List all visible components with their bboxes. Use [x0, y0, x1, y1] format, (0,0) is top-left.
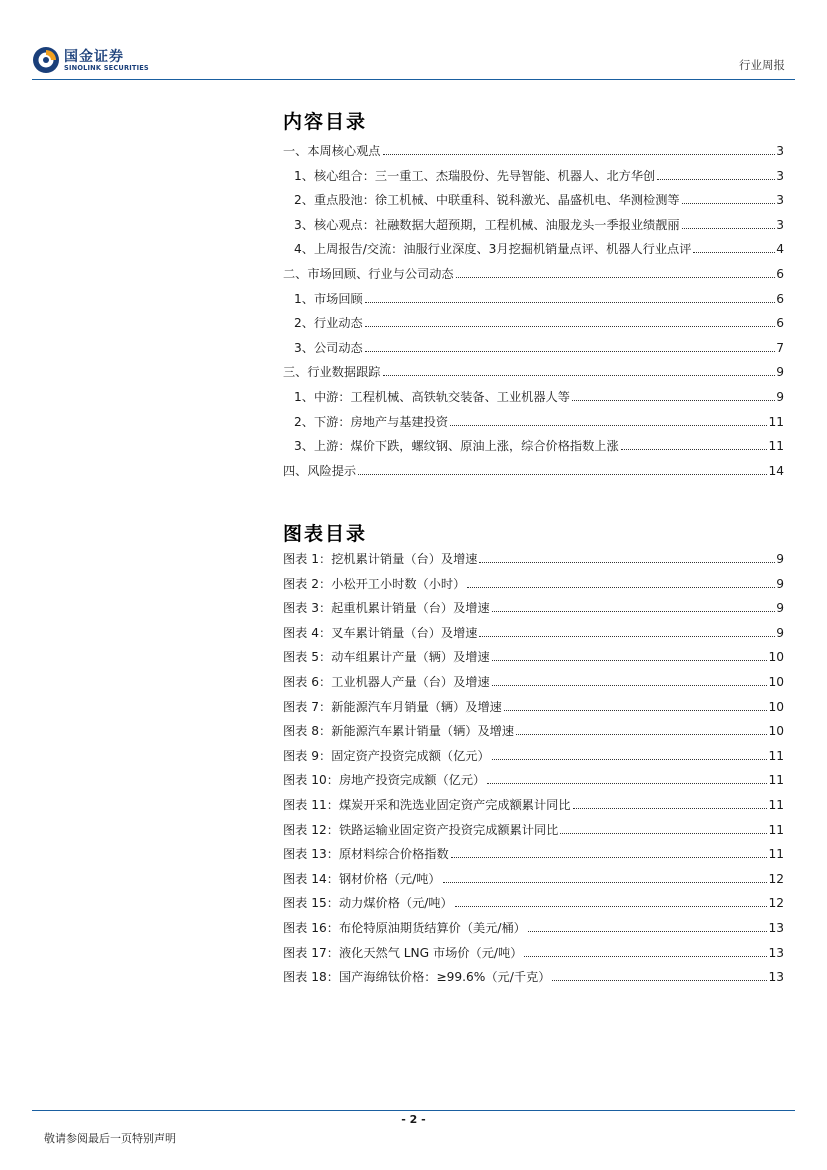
figure-entry-page: 13: [768, 970, 784, 985]
toc-entry-label: 3、上游：煤价下跌，螺纹钢、原油上涨，综合价格指数上涨: [294, 439, 619, 454]
dot-leader: [450, 425, 767, 426]
figure-entry[interactable]: [283, 698, 784, 723]
figure-entry[interactable]: [283, 648, 784, 673]
dot-leader: [492, 685, 768, 686]
dot-leader: [516, 734, 767, 735]
figure-entry-page: 9: [776, 625, 784, 640]
figure-entry-page: 13: [768, 920, 784, 935]
dot-leader: [682, 203, 776, 204]
figure-entry-page: 10: [768, 674, 784, 689]
toc-entry-label: 2、下游：房地产与基建投资: [294, 414, 449, 429]
figure-entry[interactable]: [283, 968, 784, 993]
toc-entry-page: 9: [776, 389, 784, 404]
figure-entry-label: 图表 18：国产海绵钛价格：≥99.6%（元/千克）: [283, 970, 551, 985]
figure-entry-page: 11: [768, 773, 784, 788]
figures-title: 图表目录: [283, 523, 368, 545]
toc-entry[interactable]: [283, 265, 784, 290]
figure-entry[interactable]: [283, 624, 784, 649]
figure-entry[interactable]: [283, 599, 784, 624]
dot-leader: [492, 660, 768, 661]
toc-entry-label: 四、风险提示: [283, 463, 357, 478]
figure-entry-page: 9: [776, 552, 784, 566]
toc-entry[interactable]: [283, 363, 784, 388]
figure-entry-page: 9: [776, 601, 784, 616]
figure-entry-label: 图表 1：挖机累计销量（台）及增速: [283, 552, 478, 566]
toc-entry-page: 14: [768, 463, 784, 478]
toc-entry[interactable]: [283, 462, 784, 487]
toc-entry-page: 6: [776, 316, 784, 331]
figure-entry[interactable]: [283, 796, 784, 821]
dot-leader: [572, 400, 775, 401]
dot-leader: [479, 562, 775, 563]
figure-entry-page: 10: [768, 650, 784, 665]
dot-leader: [383, 154, 776, 155]
figure-entry-page: 11: [768, 797, 784, 812]
figure-entry[interactable]: [283, 550, 784, 575]
page-header: [0, 0, 827, 82]
figure-entry-label: 图表 2：小松开工小时数（小时）: [283, 576, 466, 591]
figure-entry-label: 图表 7：新能源汽车月销量（辆）及增速: [283, 699, 502, 714]
figure-entry[interactable]: [283, 845, 784, 870]
dot-leader: [560, 833, 767, 834]
toc-entry-page: 7: [776, 340, 784, 355]
dot-leader: [504, 710, 768, 711]
toc-entry-page: 9: [776, 365, 784, 380]
figure-entry-label: 图表 6：工业机器人产量（台）及增速: [283, 674, 490, 689]
toc-entry-page: 11: [768, 414, 784, 429]
toc-entry[interactable]: [283, 216, 784, 241]
dot-leader: [383, 375, 776, 376]
figure-entry[interactable]: [283, 894, 784, 919]
figure-entry-page: 12: [768, 896, 784, 911]
figure-entry[interactable]: [283, 821, 784, 846]
toc-entry[interactable]: [283, 437, 784, 462]
figure-entry-page: 12: [768, 871, 784, 886]
toc-entry[interactable]: [283, 339, 784, 364]
toc-entry-page: 6: [776, 266, 784, 281]
dot-leader: [487, 783, 767, 784]
toc-entry-page: 3: [776, 144, 784, 158]
dot-leader: [573, 808, 768, 809]
toc-entry-label: 三、行业数据跟踪: [283, 365, 381, 380]
figure-entry-page: 10: [768, 699, 784, 714]
figure-entry[interactable]: [283, 747, 784, 772]
toc-entry-label: 3、公司动态: [294, 340, 363, 355]
dot-leader: [358, 474, 767, 475]
dot-leader: [552, 980, 767, 981]
toc-entry[interactable]: [283, 240, 784, 265]
dot-leader: [492, 611, 776, 612]
dot-leader: [657, 179, 775, 180]
figure-entry[interactable]: [283, 771, 784, 796]
toc-entry-page: 6: [776, 291, 784, 306]
toc-entry[interactable]: [283, 142, 784, 167]
figure-entry-page: 9: [776, 576, 784, 591]
toc-entry-page: 3: [776, 168, 784, 183]
dot-leader: [621, 449, 768, 450]
figure-entry[interactable]: [283, 919, 784, 944]
toc-entry[interactable]: [283, 413, 784, 438]
toc-entry-label: 二、市场回顾、行业与公司动态: [283, 266, 454, 281]
figure-entry[interactable]: [283, 722, 784, 747]
figures-list: [283, 550, 784, 993]
toc-entry-page: 11: [768, 439, 784, 454]
figure-entry-label: 图表 3：起重机累计销量（台）及增速: [283, 601, 490, 616]
figure-entry-label: 图表 16：布伦特原油期货结算价（美元/桶）: [283, 920, 526, 935]
figure-entry-label: 图表 17：液化天然气 LNG 市场价（元/吨）: [283, 945, 523, 960]
contents-list: [283, 142, 784, 486]
toc-entry-label: 3、核心观点：社融数据大超预期，工程机械、油服龙头一季报业绩靓丽: [294, 217, 680, 232]
dot-leader: [365, 326, 776, 327]
toc-entry-label: 1、市场回顾: [294, 291, 363, 306]
toc-entry-label: 2、行业动态: [294, 316, 363, 331]
figure-entry-page: 11: [768, 847, 784, 862]
dot-leader: [443, 882, 768, 883]
toc-entry-label: 1、核心组合：三一重工、杰瑞股份、先导智能、机器人、北方华创: [294, 168, 656, 183]
dot-leader: [479, 636, 775, 637]
figure-entry[interactable]: [283, 575, 784, 600]
figure-entry-page: 10: [768, 724, 784, 739]
figure-entry-label: 图表 10：房地产投资完成额（亿元）: [283, 773, 486, 788]
dot-leader: [365, 351, 776, 352]
footer-rule: [32, 1110, 795, 1111]
page-number: - 2 -: [401, 1113, 426, 1126]
toc-entry[interactable]: [283, 314, 784, 339]
dot-leader: [492, 759, 768, 760]
figure-entry-page: 11: [768, 822, 784, 837]
contents-title: 内容目录: [283, 111, 368, 133]
figure-entry[interactable]: [283, 870, 784, 895]
toc-entry-label: 1、中游：工程机械、高铁轨交装备、工业机器人等: [294, 389, 570, 404]
dot-leader: [365, 302, 776, 303]
figure-entry-label: 图表 11：煤炭开采和洗选业固定资产完成额累计同比: [283, 797, 571, 812]
figure-entry[interactable]: [283, 673, 784, 698]
figure-entry-label: 图表 12：铁路运输业固定资产投资完成额累计同比: [283, 822, 559, 837]
figure-entry-label: 图表 8：新能源汽车累计销量（辆）及增速: [283, 724, 515, 739]
toc-entry-label: 2、重点股池：徐工机械、中联重科、锐科激光、晶盛机电、华测检测等: [294, 193, 680, 208]
header-rule: [32, 79, 795, 80]
dot-leader: [451, 857, 768, 858]
dot-leader: [467, 587, 775, 588]
footer-disclaimer: 敬请参阅最后一页特别声明: [44, 1132, 176, 1145]
toc-entry-label: 一、本周核心观点: [283, 144, 381, 158]
figure-entry-label: 图表 9：固定资产投资完成额（亿元）: [283, 748, 490, 763]
dot-leader: [456, 277, 776, 278]
company-logo: [32, 44, 182, 80]
figure-entry[interactable]: [283, 944, 784, 969]
toc-entry[interactable]: [283, 290, 784, 315]
logo-mark-icon: [32, 46, 60, 74]
dot-leader: [693, 252, 775, 253]
figure-entry-label: 图表 4：叉车累计销量（台）及增速: [283, 625, 478, 640]
dot-leader: [524, 956, 767, 957]
toc-entry[interactable]: [283, 191, 784, 216]
figure-entry-label: 图表 15：动力煤价格（元/吨）: [283, 896, 453, 911]
figure-entry-page: 11: [768, 748, 784, 763]
report-type-label: 行业周报: [739, 58, 785, 72]
figure-entry-label: 图表 13：原材料综合价格指数: [283, 847, 449, 862]
toc-entry[interactable]: [283, 388, 784, 413]
toc-entry-label: 4、上周报告/交流：油服行业深度、3月挖掘机销量点评、机器人行业点评: [294, 242, 692, 257]
dot-leader: [682, 228, 776, 229]
toc-entry-page: 3: [776, 217, 784, 232]
figure-entry-page: 13: [768, 945, 784, 960]
toc-entry-page: 3: [776, 193, 784, 208]
figure-entry-label: 图表 5：动车组累计产量（辆）及增速: [283, 650, 490, 665]
dot-leader: [455, 906, 768, 907]
dot-leader: [528, 931, 768, 932]
figure-entry-label: 图表 14：钢材价格（元/吨）: [283, 871, 441, 886]
toc-entry-page: 4: [776, 242, 784, 257]
logo-chinese-name: 国金证券: [64, 49, 124, 65]
logo-english-name: SINOLINK SECURITIES: [64, 64, 149, 72]
toc-entry[interactable]: [283, 167, 784, 192]
